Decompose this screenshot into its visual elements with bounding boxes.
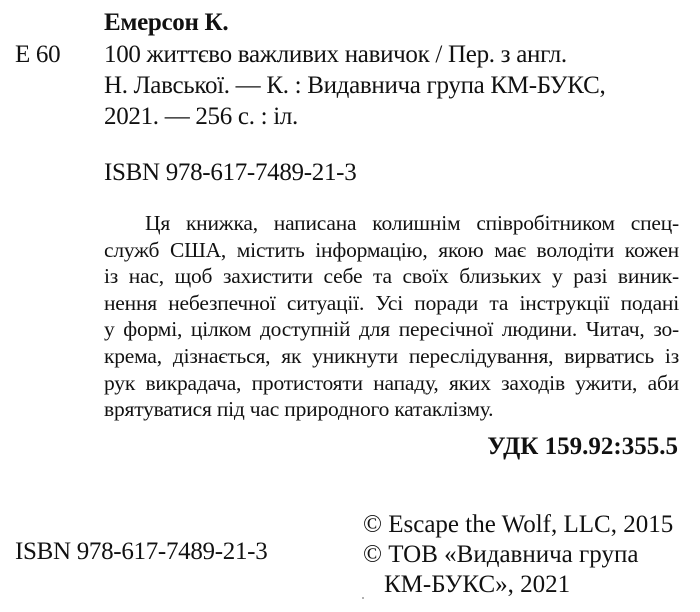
annotation-line: у формі, цілком доступній для пересічної людини. Читач, зо- (104, 317, 679, 342)
annotation-line: врятуватися під час природного катаклізму. (104, 397, 494, 422)
udk-code: УДК 159.92:355.5 (487, 433, 678, 460)
bibliographic-line: Н. Лавської. — К. : Видавнича група КМ-БУКС, (104, 72, 606, 99)
bibliographic-line: 100 життєво важливих навичок / Пер. з англ. (104, 41, 567, 68)
annotation-line: із нас, щоб захистити себе та своїх близьких у разі виник- (104, 264, 679, 289)
isbn-number: ISBN 978-617-7489-21-3 (104, 159, 357, 186)
copyright-line: КМ-БУКС», 2021 (384, 571, 571, 598)
footer-isbn: ISBN 978-617-7489-21-3 (15, 538, 268, 565)
bibliographic-line: 2021. — 256 с. : іл. (104, 103, 298, 130)
copyright-line: © Escape the Wolf, LLC, 2015 (363, 511, 674, 538)
annotation-line: Ця книжка, написана колишнім співробітником спец- (145, 211, 679, 235)
annotation-line: рук викрадача, протистояти нападу, яких заходів ужити, аби (104, 370, 679, 395)
annotation-line: служб США, містить інформацію, якою має володіти кожен (104, 237, 679, 262)
copyright-line: © ТОВ «Видавнича група (363, 541, 639, 568)
book-annotation (104, 210, 679, 423)
author-name: Емерсон К. (104, 9, 229, 36)
classification-code: Е 60 (15, 41, 61, 68)
annotation-line: нення небезпечної ситуації. Усі поради та інструкції подані (104, 290, 679, 315)
print-speck (362, 597, 364, 599)
annotation-line: крема, дізнається, як уникнути переслідування, вирватись із (104, 343, 679, 368)
